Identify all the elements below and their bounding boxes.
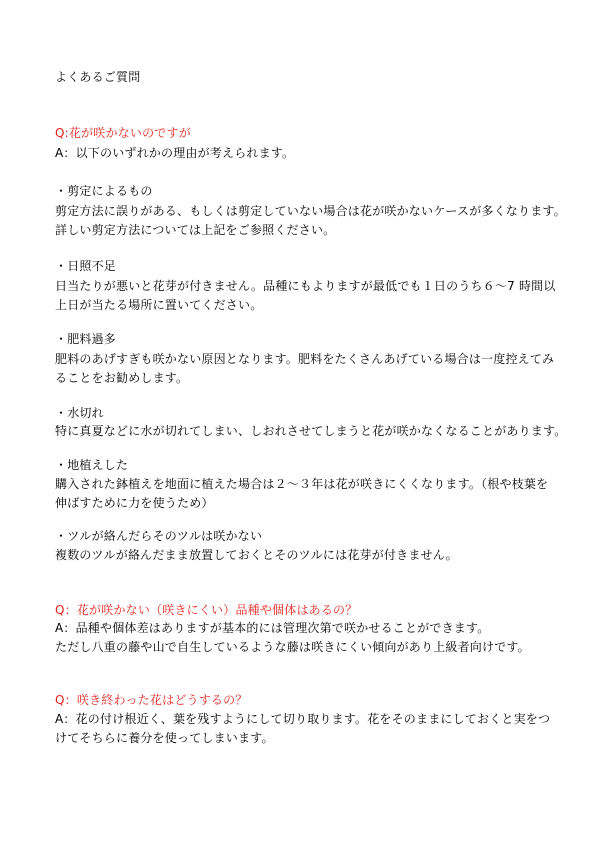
reason-heading: ・剪定によるもの bbox=[55, 184, 153, 198]
reason-heading: ・地植えした bbox=[55, 458, 129, 472]
reason-text: 剪定方法に誤りがある、もしくは剪定していない場合は花が咲かないケースが多くなります。 bbox=[55, 204, 566, 218]
faq-3-answer: A：花の付け根近く、葉を残すようにして切り取ります。花をそのままにしておくと実をつ bbox=[55, 712, 551, 726]
reason-text: 複数のツルが絡んだまま放置しておくとそのツルには花芽が付きません。 bbox=[55, 548, 458, 562]
reason-text: 日当たりが悪いと花芽が付きません。品種にもよりますが最低でも１日のうち６～7 時間以 bbox=[55, 279, 556, 293]
faq-2-question: Q：花が咲かない（咲きにくい）品種や個体はあるの？ bbox=[55, 603, 358, 617]
reason-text: 上日が当たる場所に置いてください。 bbox=[55, 298, 263, 312]
reason-heading: ・水切れ bbox=[55, 406, 104, 420]
reason-text: ることをお勧めします。 bbox=[55, 371, 189, 385]
reason-heading: ・肥料過多 bbox=[55, 332, 117, 346]
faq-2-answer: A：品種や個体差はありますが基本的には管理次第で咲かせることができます。 bbox=[55, 621, 490, 635]
reason-heading: ・ツルが絡んだらそのツルは咲かない bbox=[55, 529, 263, 543]
reason-text: 肥料のあげすぎも咲かない原因となります。肥料をたくさんあげている場合は一度控えてみ bbox=[55, 352, 555, 366]
faq-1-question: Q:花が咲かないのですが bbox=[55, 126, 191, 140]
faq-1-answer: A：以下のいずれかの理由が考えられます。 bbox=[55, 146, 295, 160]
page-title: よくあるご質問 bbox=[55, 70, 141, 84]
faq-3-question: Q：咲き終わった花はどうするの？ bbox=[55, 693, 248, 707]
faq-2-answer: ただし八重の藤や山で自生しているような藤は咲きにくい傾向があり上級者向けです。 bbox=[55, 640, 530, 654]
reason-text: 購入された鉢植えを地面に植えた場合は２～３年は花が咲きにくくなります。（根や枝葉を bbox=[55, 477, 549, 491]
reason-text: 特に真夏などに水が切れてしまい、しおれさせてしまうと花が咲かなくなることがあります。 bbox=[55, 424, 567, 438]
reason-heading: ・日照不足 bbox=[55, 259, 117, 273]
reason-text: 伸ばすために力を使うため） bbox=[55, 496, 214, 510]
reason-text: 詳しい剪定方法については上記をご参照ください。 bbox=[55, 223, 336, 237]
faq-3-answer: けてそちらに養分を使ってしまいます。 bbox=[55, 731, 274, 745]
